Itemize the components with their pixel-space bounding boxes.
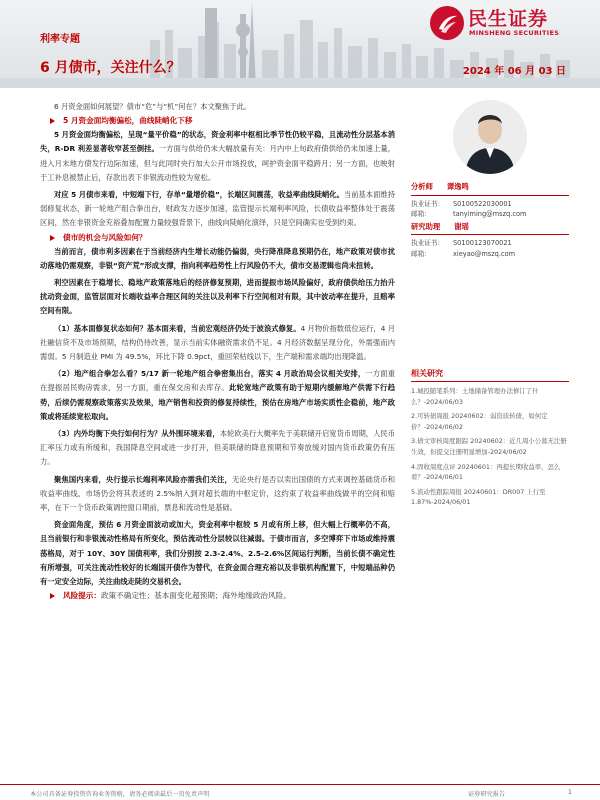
paragraph (40, 427, 395, 470)
risk-text: 政策不确定性；基本面变化超预期；海外地缘政治风险。 (100, 591, 291, 601)
body-text: 4 月物价指数低位运行，4 月社融信贷不及市场预期，结构仍待改善，显示当前实体融资需求仍不足。4 月经济数据呈现分化，外需强而内需弱。5 月制造业 PMI 为 49.5%，环比下降 0.9pct，重回荣枯线以下，生产端和需求端均出现降温。 (40, 323, 395, 362)
bold-text: （1）基本面修复状态如何？基本面来看，当前宏观经济仍处于波浪式修复。 (54, 323, 301, 333)
analyst-role: 分析师 (411, 182, 433, 191)
related-research-title: 相关研究 (411, 368, 569, 382)
bold-text: 5 月资金面均衡偏松，呈现“量平价稳”的状态，资金利率中枢相比季节性仍较平稳，且流动性分层基本消失，R-DR 利差显著收窄甚至倒挂。 (40, 130, 395, 154)
triangle-bullet-icon (50, 593, 55, 599)
assistant-email[interactable]: xieyao@mszq.com (453, 249, 516, 258)
risk-warning (50, 589, 395, 603)
assistant-role: 研究助理 (411, 221, 441, 231)
section-heading (50, 231, 395, 245)
mail-label: 邮箱： (411, 210, 431, 218)
section-heading (50, 114, 395, 128)
footer-doc-type: 证券研究报告 (468, 791, 506, 798)
bold-text: （2）地产组合拳怎么看？5/17 新一轮地产组合拳密集出台，落实 4 月政治局会议相关安排， (54, 369, 366, 379)
footer-disclaimer: 本公司具备证券投资咨询业务资格，请务必阅读最后一页免责声明 (30, 791, 210, 798)
intro-paragraph: 6 月资金面如何展望？债市“危”与“机”何在？本文聚焦于此。 (54, 102, 252, 111)
body-text: 无论央行是否以卖出国债的方式来调控基础货币和收益率曲线，市场仍会将其表述的 2.5%纳入到对超长端的中枢定价，这约束了收益率曲线做平的空间和赔率，在下一个货币政策调控窗口期前，票息和流动性是基础。 (40, 474, 396, 513)
cert-label: 执业证书： (411, 199, 444, 208)
related-research-list (411, 386, 569, 512)
related-item[interactable]: 5.流动性跟踪周报 20240601：DR007 上行至 1.87%-2024/06/01 (411, 487, 546, 507)
bold-text: 对应 5 月债市来看，中短端下行，存单“量增价稳”，长端区间震荡，收益率曲线陡峭化。 (54, 190, 344, 200)
related-item[interactable]: 2.可转债周报 20240602：弱资质转债，如何定价？-2024/06/02 (411, 412, 548, 431)
report-date: 2024 年 06 月 03 日 (462, 66, 566, 77)
analyst-name: 谭逸鸣 (446, 182, 469, 191)
logo-text-en: MINSHENG SECURITIES (469, 29, 560, 37)
mail-label: 邮箱： (411, 249, 431, 258)
related-item[interactable]: 3.债文审核周度跟踪 20240602：近几周小公募无注册生效，但提交注册明显增加-2024/06/02 (411, 437, 567, 456)
page-footer (0, 784, 600, 800)
header-banner (0, 0, 600, 88)
analyst-info (411, 182, 569, 259)
paragraph (40, 188, 395, 231)
related-item[interactable]: 1.城投随笔系列：土地储备管理办法修订了什么？-2024/06/03 (411, 387, 539, 406)
triangle-bullet-icon (50, 118, 55, 124)
body-text: 一方面重在提振居民购房需求，另一方面，重在保交房和去库存。 (40, 369, 395, 393)
report-category: 利率专题 (40, 34, 80, 45)
cert-label: 执业证书： (411, 239, 444, 247)
report-title: 6 月债市，关注什么？ (40, 60, 181, 76)
analyst-photo (453, 100, 527, 174)
paragraph (40, 128, 395, 185)
bold-text: 此轮宽地产政策有助于短期内缓解地产供需下行趋势，后续仍需观察政策落实及效果，地产销售和投资的修复持续性，预估在房地产市场实质性企稳前，地产政策或将延续宽松取向。 (40, 383, 395, 421)
paragraph (40, 473, 395, 516)
bold-text: 利空因素在于稳增长、稳地产政策落地后的经济修复预期，进而提振市场风险偏好，政府债供给压力抬升扰动资金面，监管层面对长端收益率合理区间的关注以及利率下行空间相对有限，其中波动率在提升，且赔率空间有限。 (40, 278, 395, 316)
section-title: 债市的机会与风险如何？ (63, 232, 147, 242)
page-number: 1 (568, 789, 572, 796)
bold-text: （3）内外均衡下央行如何行为？从外围环境来看， (54, 429, 220, 439)
paragraph (40, 322, 395, 365)
body-text: 当前基本面维持弱修复状态，新一轮地产组合拳出台，财政发力逐步加速，监管提示长端利率风险，长债收益率整体处于震荡区间，然在非银资金充裕叠加配置力量较强背景下，曲线向陡峭化演绎，只是空间确实也受到约束。 (40, 190, 396, 228)
bold-text: 当前长债不确定性有所增强，可关注流动性较好的长端国开债作为替代，在资金面合理充裕以及非银机构配置下，中短端品种仍有一定安全边际，关注曲线走陡的交易机会。 (40, 548, 396, 587)
bold-text: 资金面角度，预估 6 月资金面波动或加大，资金利率中枢较 5 月或有所上移，但大幅上行概率仍不高，且当前银行和非银流动性格局有所变化，预估流动性分层较以往减弱。于债市而言，多空博弈下市场或维持震荡格局，对于 10Y、30Y 国债利率，我们分别按 2.3-2.4%、2.5-2.6%区间运行判断， (40, 520, 395, 558)
bold-text: 聚焦国内来看，央行提示长端利率风险亦需我们关注， (54, 474, 232, 484)
section-title: 5 月资金面均衡偏松，曲线陡峭化下移 (63, 116, 193, 126)
analyst-email[interactable]: tanyiming@mszq.com (453, 210, 527, 218)
logo-text-cn: 民生证券 (468, 8, 549, 30)
body-text: 一方面与供给仍未大幅放量有关：月内中上旬政府债供给仍未加速上量，进入月末地方债发行边际加速，但与此同时央行加大公开市场投放，呵护资金面平稳跨月；另一方面，也映射于工补息被禁止后，存款出表下非银流动性较为宽松。 (40, 144, 395, 182)
paragraph (40, 367, 395, 424)
company-logo (430, 3, 600, 43)
paragraph (40, 245, 395, 273)
body-text: 本轮欧美行大概率先于美联储开启宽货币周期，人民币汇率压力或有所缓和，我国降息空间或进一步打开，但美联储的降息预期和节奏放缓对国内货币政策仍有压力。 (40, 429, 396, 467)
assistant-name: 谢瑶 (454, 221, 469, 231)
bold-text: 当前而言，债市利多因素在于当前经济内生增长动能仍偏弱，央行降准降息预期仍在，地产政策对债市扰动落地仍需观察，非银“资产荒”形成支撑，指向利率趋势性上行风险仍不大，债市交易逻辑也尚未扭转。 (40, 246, 395, 270)
risk-label: 风险提示： (63, 591, 101, 601)
logo-emblem-icon (430, 6, 464, 40)
paragraph (40, 276, 395, 319)
related-item[interactable]: 4.固收周度点评 20240601：再提长期收益率，怎么看？-2024/06/01 (411, 462, 561, 482)
triangle-bullet-icon (50, 235, 55, 241)
paragraph (40, 518, 395, 589)
main-content (40, 100, 395, 603)
analyst-cert: S0100522030001 (453, 199, 512, 208)
assistant-cert: S0100123070021 (453, 239, 512, 247)
